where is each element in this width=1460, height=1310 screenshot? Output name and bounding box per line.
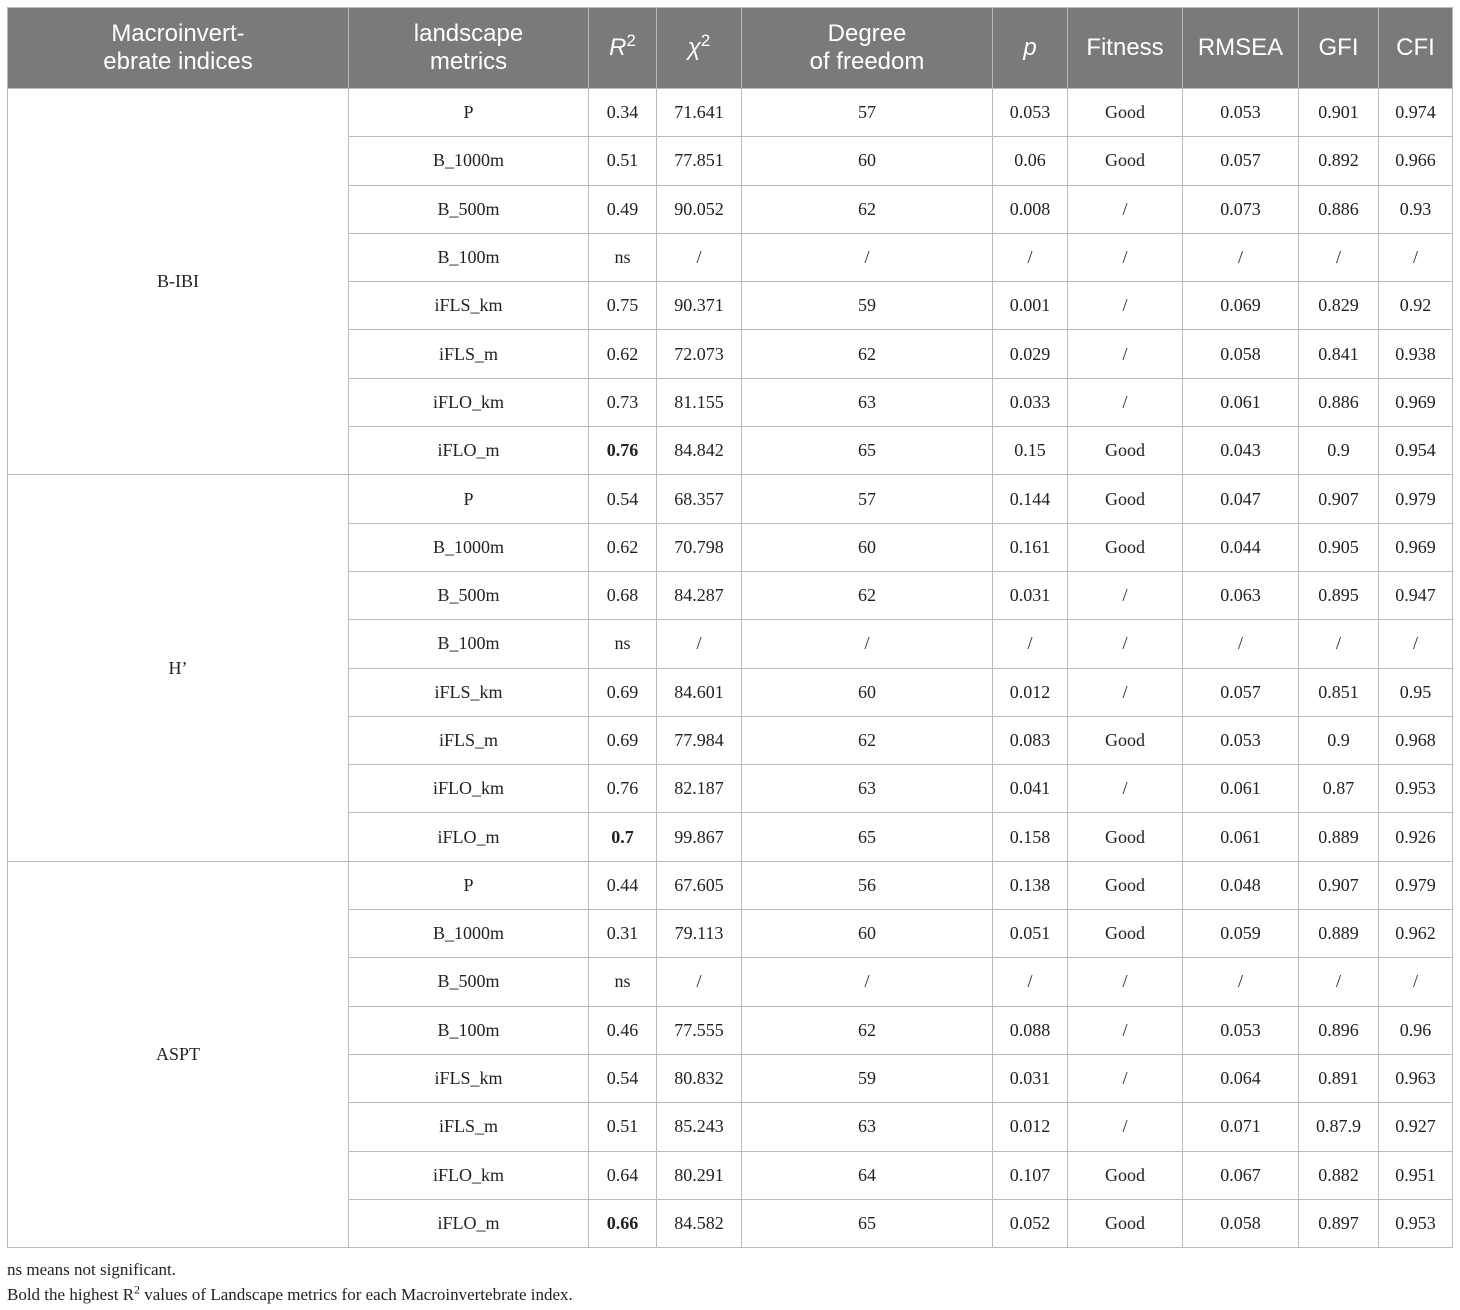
cell-fitness: / — [1068, 1006, 1183, 1054]
cell-metric: iFLS_km — [349, 282, 589, 330]
cell-rmsea: 0.063 — [1183, 571, 1299, 619]
cell-fitness: / — [1068, 282, 1183, 330]
cell-gfi: 0.9 — [1299, 427, 1379, 475]
cell-rmsea: 0.067 — [1183, 1151, 1299, 1199]
cell-r2: 0.51 — [589, 137, 657, 185]
cell-p: 0.06 — [993, 137, 1068, 185]
cell-chi2: 84.601 — [657, 668, 742, 716]
cell-r2 — [589, 1199, 657, 1247]
cell-p: 0.138 — [993, 861, 1068, 909]
index-cell: H’ — [8, 475, 349, 861]
cell-df: 57 — [742, 475, 993, 523]
col-header-r2: $R^2$ — [589, 8, 657, 89]
cell-rmsea: 0.069 — [1183, 282, 1299, 330]
cell-df: 63 — [742, 1103, 993, 1151]
cell-r2 — [589, 813, 657, 861]
cell-metric: B_1000m — [349, 910, 589, 958]
cell-gfi: 0.851 — [1299, 668, 1379, 716]
cell-cfi: 0.962 — [1379, 910, 1453, 958]
cell-chi2: 79.113 — [657, 910, 742, 958]
cell-chi2: 67.605 — [657, 861, 742, 909]
cell-rmsea: 0.044 — [1183, 523, 1299, 571]
cell-rmsea: / — [1183, 620, 1299, 668]
cell-p: 0.012 — [993, 1103, 1068, 1151]
col-header-chi2: $\chi^2$ — [657, 8, 742, 89]
cell-gfi: 0.889 — [1299, 813, 1379, 861]
cell-r2: 0.75 — [589, 282, 657, 330]
cell-metric: iFLO_m — [349, 813, 589, 861]
cell-cfi: 0.96 — [1379, 1006, 1453, 1054]
cell-chi2: 72.073 — [657, 330, 742, 378]
cell-r2: 0.76 — [589, 765, 657, 813]
cell-p: 0.161 — [993, 523, 1068, 571]
cell-cfi: / — [1379, 620, 1453, 668]
cell-fitness: Good — [1068, 137, 1183, 185]
cell-cfi: 0.927 — [1379, 1103, 1453, 1151]
cell-metric: iFLO_km — [349, 765, 589, 813]
cell-cfi: 0.951 — [1379, 1151, 1453, 1199]
cell-df: 60 — [742, 668, 993, 716]
cell-r2: 0.62 — [589, 523, 657, 571]
cell-df: / — [742, 958, 993, 1006]
cell-cfi: 0.979 — [1379, 861, 1453, 909]
cell-fitness: / — [1068, 378, 1183, 426]
cell-df: 65 — [742, 813, 993, 861]
cell-r2 — [589, 427, 657, 475]
footnote-ns: ns means not significant. — [7, 1260, 177, 1279]
cell-df: 62 — [742, 571, 993, 619]
cell-metric: B_500m — [349, 185, 589, 233]
cell-cfi: 0.969 — [1379, 523, 1453, 571]
cell-p: 0.15 — [993, 427, 1068, 475]
cell-chi2: 85.243 — [657, 1103, 742, 1151]
table-row — [8, 475, 1453, 523]
cell-r2: 0.31 — [589, 910, 657, 958]
cell-cfi: 0.979 — [1379, 475, 1453, 523]
footnote-bold: Bold the highest $R^2$ values of Landscape metrics for each Macroinvertebrate index. — [7, 1282, 573, 1304]
cell-chi2: / — [657, 233, 742, 281]
col-header-rmsea: RMSEA — [1183, 8, 1299, 89]
cell-cfi: 0.93 — [1379, 185, 1453, 233]
cell-fitness: / — [1068, 185, 1183, 233]
cell-rmsea: 0.071 — [1183, 1103, 1299, 1151]
cell-chi2: 77.555 — [657, 1006, 742, 1054]
table-row — [8, 89, 1453, 137]
cell-gfi: 0.897 — [1299, 1199, 1379, 1247]
cell-fitness: Good — [1068, 89, 1183, 137]
cell-chi2: 80.291 — [657, 1151, 742, 1199]
cell-p: / — [993, 958, 1068, 1006]
cell-cfi: 0.963 — [1379, 1054, 1453, 1102]
cell-df: 65 — [742, 427, 993, 475]
cell-df: / — [742, 233, 993, 281]
cell-fitness: Good — [1068, 1199, 1183, 1247]
cell-p: 0.144 — [993, 475, 1068, 523]
cell-gfi: 0.886 — [1299, 378, 1379, 426]
cell-df: 63 — [742, 765, 993, 813]
cell-r2: 0.54 — [589, 1054, 657, 1102]
cell-cfi: 0.954 — [1379, 427, 1453, 475]
cell-gfi: / — [1299, 233, 1379, 281]
cell-df: 63 — [742, 378, 993, 426]
cell-rmsea: / — [1183, 233, 1299, 281]
cell-cfi: 0.953 — [1379, 765, 1453, 813]
index-cell: ASPT — [8, 861, 349, 1247]
cell-chi2: 90.371 — [657, 282, 742, 330]
cell-fitness: / — [1068, 620, 1183, 668]
cell-gfi: 0.896 — [1299, 1006, 1379, 1054]
cell-df: 56 — [742, 861, 993, 909]
cell-gfi: 0.882 — [1299, 1151, 1379, 1199]
cell-chi2: 77.851 — [657, 137, 742, 185]
cell-chi2: 99.867 — [657, 813, 742, 861]
cell-r2: 0.51 — [589, 1103, 657, 1151]
cell-metric: B_500m — [349, 571, 589, 619]
cell-chi2: 84.287 — [657, 571, 742, 619]
cell-cfi: 0.969 — [1379, 378, 1453, 426]
col-header-metric: landscape metrics — [349, 8, 589, 89]
cell-metric: iFLS_m — [349, 716, 589, 764]
cell-r2: 0.69 — [589, 716, 657, 764]
cell-gfi: 0.895 — [1299, 571, 1379, 619]
cell-p: 0.051 — [993, 910, 1068, 958]
cell-fitness: Good — [1068, 910, 1183, 958]
cell-chi2: 84.582 — [657, 1199, 742, 1247]
cell-chi2: 71.641 — [657, 89, 742, 137]
cell-cfi: / — [1379, 233, 1453, 281]
cell-r2: 0.49 — [589, 185, 657, 233]
cell-df: 62 — [742, 185, 993, 233]
cell-rmsea: 0.053 — [1183, 1006, 1299, 1054]
cell-metric: P — [349, 861, 589, 909]
cell-metric: P — [349, 475, 589, 523]
cell-p: 0.029 — [993, 330, 1068, 378]
cell-p: 0.158 — [993, 813, 1068, 861]
cell-fitness: Good — [1068, 813, 1183, 861]
cell-gfi: 0.889 — [1299, 910, 1379, 958]
cell-metric: iFLO_m — [349, 1199, 589, 1247]
cell-chi2: 80.832 — [657, 1054, 742, 1102]
cell-cfi: 0.947 — [1379, 571, 1453, 619]
cell-p: 0.052 — [993, 1199, 1068, 1247]
cell-chi2: 68.357 — [657, 475, 742, 523]
cell-chi2: 77.984 — [657, 716, 742, 764]
cell-p: 0.088 — [993, 1006, 1068, 1054]
cell-fitness: Good — [1068, 427, 1183, 475]
highest-r2-value: 0.7 — [611, 826, 634, 847]
table-body — [8, 89, 1453, 1248]
cell-rmsea: 0.053 — [1183, 716, 1299, 764]
cell-chi2: 90.052 — [657, 185, 742, 233]
cell-metric: iFLS_km — [349, 668, 589, 716]
cell-fitness: / — [1068, 958, 1183, 1006]
cell-fitness: / — [1068, 330, 1183, 378]
cell-gfi: 0.891 — [1299, 1054, 1379, 1102]
cell-fitness: Good — [1068, 475, 1183, 523]
cell-r2: 0.68 — [589, 571, 657, 619]
cell-df: 59 — [742, 282, 993, 330]
cell-cfi: 0.938 — [1379, 330, 1453, 378]
col-header-fitness: Fitness — [1068, 8, 1183, 89]
cell-rmsea: 0.053 — [1183, 89, 1299, 137]
cell-rmsea: 0.059 — [1183, 910, 1299, 958]
cell-df: 64 — [742, 1151, 993, 1199]
col-header-df: Degree of freedom — [742, 8, 993, 89]
cell-fitness: Good — [1068, 523, 1183, 571]
cell-df: 60 — [742, 523, 993, 571]
cell-gfi: 0.9 — [1299, 716, 1379, 764]
cell-p: 0.033 — [993, 378, 1068, 426]
cell-cfi: 0.926 — [1379, 813, 1453, 861]
cell-rmsea: 0.073 — [1183, 185, 1299, 233]
cell-rmsea: 0.061 — [1183, 765, 1299, 813]
cell-metric: B_500m — [349, 958, 589, 1006]
cell-cfi: / — [1379, 958, 1453, 1006]
cell-chi2: / — [657, 958, 742, 1006]
cell-p: 0.031 — [993, 571, 1068, 619]
cell-gfi: 0.905 — [1299, 523, 1379, 571]
cell-gfi: / — [1299, 620, 1379, 668]
cell-p: 0.053 — [993, 89, 1068, 137]
cell-df: 62 — [742, 1006, 993, 1054]
cell-cfi: 0.92 — [1379, 282, 1453, 330]
cell-r2: ns — [589, 620, 657, 668]
cell-gfi: / — [1299, 958, 1379, 1006]
cell-cfi: 0.95 — [1379, 668, 1453, 716]
highest-r2-value: 0.66 — [606, 1212, 639, 1233]
cell-cfi: 0.968 — [1379, 716, 1453, 764]
cell-chi2: / — [657, 620, 742, 668]
cell-p: 0.001 — [993, 282, 1068, 330]
cell-fitness: Good — [1068, 1151, 1183, 1199]
cell-r2: 0.54 — [589, 475, 657, 523]
cell-metric: B_100m — [349, 233, 589, 281]
cell-r2: 0.64 — [589, 1151, 657, 1199]
cell-df: 62 — [742, 716, 993, 764]
col-header-p: p — [993, 8, 1068, 89]
cell-r2: 0.46 — [589, 1006, 657, 1054]
col-header-index: Macroinvert- ebrate indices — [8, 8, 349, 89]
cell-p: 0.083 — [993, 716, 1068, 764]
cell-metric: iFLS_km — [349, 1054, 589, 1102]
cell-metric: iFLS_m — [349, 1103, 589, 1151]
cell-rmsea: 0.058 — [1183, 1199, 1299, 1247]
cell-metric: B_1000m — [349, 137, 589, 185]
cell-metric: iFLO_m — [349, 427, 589, 475]
cell-cfi: 0.966 — [1379, 137, 1453, 185]
cell-p: 0.041 — [993, 765, 1068, 813]
cell-gfi: 0.87 — [1299, 765, 1379, 813]
cell-gfi: 0.907 — [1299, 861, 1379, 909]
cell-df: 57 — [742, 89, 993, 137]
cell-p: 0.012 — [993, 668, 1068, 716]
cell-metric: B_100m — [349, 620, 589, 668]
cell-fitness: Good — [1068, 861, 1183, 909]
cell-fitness: / — [1068, 571, 1183, 619]
cell-p: / — [993, 233, 1068, 281]
cell-metric: iFLS_m — [349, 330, 589, 378]
cell-p: 0.031 — [993, 1054, 1068, 1102]
cell-fitness: / — [1068, 233, 1183, 281]
cell-rmsea: 0.057 — [1183, 668, 1299, 716]
cell-gfi: 0.841 — [1299, 330, 1379, 378]
cell-gfi: 0.892 — [1299, 137, 1379, 185]
cell-fitness: / — [1068, 765, 1183, 813]
highest-r2-value: 0.76 — [606, 440, 639, 461]
table-row — [8, 861, 1453, 909]
cell-metric: B_100m — [349, 1006, 589, 1054]
cell-gfi: 0.901 — [1299, 89, 1379, 137]
cell-df: 59 — [742, 1054, 993, 1102]
cell-fitness: / — [1068, 1054, 1183, 1102]
table-footnotes — [7, 1257, 573, 1307]
cell-r2: 0.62 — [589, 330, 657, 378]
cell-r2: 0.69 — [589, 668, 657, 716]
cell-metric: iFLO_km — [349, 378, 589, 426]
cell-chi2: 82.187 — [657, 765, 742, 813]
index-cell: B-IBI — [8, 89, 349, 475]
cell-gfi: 0.829 — [1299, 282, 1379, 330]
cell-chi2: 81.155 — [657, 378, 742, 426]
cell-cfi: 0.953 — [1379, 1199, 1453, 1247]
col-header-gfi: GFI — [1299, 8, 1379, 89]
table-header — [8, 8, 1453, 89]
cell-df: 60 — [742, 137, 993, 185]
cell-cfi: 0.974 — [1379, 89, 1453, 137]
cell-p: 0.107 — [993, 1151, 1068, 1199]
cell-metric: iFLO_km — [349, 1151, 589, 1199]
cell-metric: P — [349, 89, 589, 137]
cell-df: / — [742, 620, 993, 668]
cell-p: 0.008 — [993, 185, 1068, 233]
cell-rmsea: 0.047 — [1183, 475, 1299, 523]
cell-chi2: 84.842 — [657, 427, 742, 475]
cell-rmsea: 0.064 — [1183, 1054, 1299, 1102]
results-table — [7, 7, 1453, 1248]
cell-gfi: 0.907 — [1299, 475, 1379, 523]
cell-gfi: 0.886 — [1299, 185, 1379, 233]
cell-fitness: / — [1068, 1103, 1183, 1151]
cell-df: 65 — [742, 1199, 993, 1247]
cell-gfi: 0.87.9 — [1299, 1103, 1379, 1151]
cell-fitness: Good — [1068, 716, 1183, 764]
cell-df: 60 — [742, 910, 993, 958]
cell-p: / — [993, 620, 1068, 668]
cell-rmsea: 0.061 — [1183, 813, 1299, 861]
cell-rmsea: / — [1183, 958, 1299, 1006]
cell-r2: 0.73 — [589, 378, 657, 426]
cell-fitness: / — [1068, 668, 1183, 716]
cell-chi2: 70.798 — [657, 523, 742, 571]
cell-rmsea: 0.043 — [1183, 427, 1299, 475]
cell-rmsea: 0.057 — [1183, 137, 1299, 185]
cell-r2: ns — [589, 958, 657, 1006]
cell-r2: ns — [589, 233, 657, 281]
cell-r2: 0.44 — [589, 861, 657, 909]
cell-metric: B_1000m — [349, 523, 589, 571]
cell-rmsea: 0.048 — [1183, 861, 1299, 909]
cell-df: 62 — [742, 330, 993, 378]
cell-rmsea: 0.058 — [1183, 330, 1299, 378]
col-header-cfi: CFI — [1379, 8, 1453, 89]
cell-r2: 0.34 — [589, 89, 657, 137]
cell-rmsea: 0.061 — [1183, 378, 1299, 426]
